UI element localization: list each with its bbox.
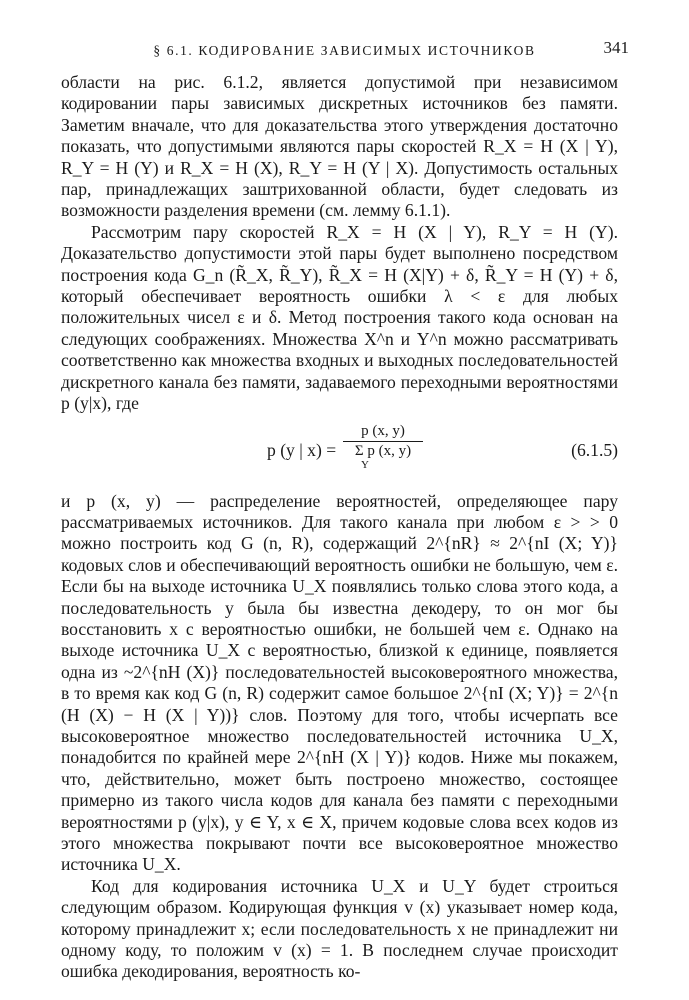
page-number: 341 — [603, 38, 629, 57]
running-header — [60, 36, 629, 62]
equation-6-1-5 — [61, 420, 618, 488]
equation-fraction — [343, 423, 423, 470]
running-title: § 6.1. КОДИРОВАНИЕ ЗАВИСИМЫХ ИСТОЧНИКОВ — [153, 43, 536, 58]
equation-numerator: p (x, y) — [343, 423, 423, 442]
equation-lhs: p (y | x) = — [267, 439, 337, 460]
paragraph-4: Код для кодирования источника U_X и U_Y будет строиться следующим образом. Кодирующая функция v (x) указывает номер кода, которому принадлежит x; если последовательность x не принадлежит ни одному коду, то положим v (x) = 1. В последнем случае происходит ошибка декодирования, вероятность ко- — [61, 875, 618, 982]
equation-denominator — [343, 442, 423, 470]
paragraph-2: Рассмотрим пару скоростей R_X = H (X | Y), R_Y = H (Y). Доказательство допустимости этой пары будет выполнено посредством построения кода G_n (R̃_X, R̃_Y), R̃_X = H (X|Y) + δ, R̃_Y = H (Y) + δ, который обеспечивает вероятность ошибки λ < ε для любых положительных чисел ε и δ. Метод построения такого кода основан на следующих соображениях. Множества X^n и Y^n можно рассматривать соответственно как множества входных и выходных последовательностей дискретного канала без памяти, задаваемого переходными вероятностями p (y|x), где — [61, 221, 618, 414]
page-body — [61, 72, 618, 983]
equation-number: (6.1.5) — [571, 439, 618, 460]
equation-sum-index: Y — [361, 458, 369, 471]
paragraph-1: области на рис. 6.1.2, является допустимой при независимом кодировании пары зависимых дискретных источников без памяти. Заметим вначале, что для доказательства этого утверждения достаточно показать, что допустимыми являются пары скоростей R_X = H (X | Y), R_Y = H (Y) и R_X = H (X), R_Y = H (Y | X). Допустимость остальных пар, принадлежащих заштрихованной области, будет следовать из возможности разделения времени (см. лемму 6.1.1). — [61, 72, 618, 221]
equation-denominator-text: Σ p (x, y) — [354, 442, 412, 459]
paragraph-3: и p (x, y) — распределение вероятностей, определяющее пару рассматриваемых источников. Для такого канала при любом ε > > 0 можно построить код G (n, R), содержащий 2^{nR} ≈ 2^{nI (X; Y)} кодовых слов и обеспечивающий вероятность ошибки не большую, чем ε. Если бы на выходе источника U_X появлялись только слова этого кода, а последовательность y была бы известна декодеру, то он мог бы восстановить x с вероятностью ошибки, не большей чем ε. Однако на выходе источника U_X с вероятностью, близкой к единице, появляется одна из ~2^{nH (X)} последовательностей высоковероятного множества, в то время как код G (n, R) содержит самое большое 2^{nI (X; Y)} = 2^{n (H (X) − H (X | Y))} слов. Поэтому для того, чтобы исчерпать все высоковероятное множество последовательностей источника U_X, понадобится по крайней мере 2^{nH (X | Y)} кодов. Ниже мы покажем, что, действительно, может быть построено множество, состоящее примерно из такого числа кодов для канала без памяти с переходными вероятностями p (y|x), y ∈ Y, x ∈ X, причем кодовые слова всех кодов из этого множества покрывают почти все высоковероятное множество источника U_X. — [61, 490, 618, 875]
